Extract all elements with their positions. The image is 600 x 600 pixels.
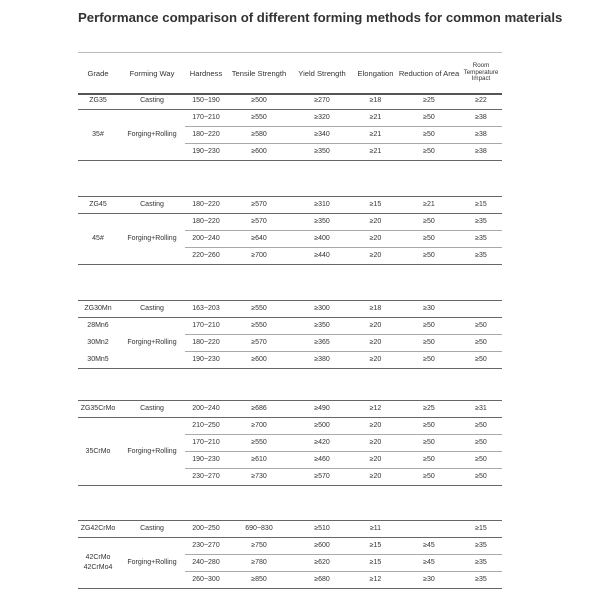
cell-yield-strength: ≥570 — [314, 473, 330, 480]
cell-reduction-of-area: ≥25 — [423, 97, 435, 104]
forged-grade: 28Mn6 — [87, 322, 109, 329]
row-divider — [185, 143, 502, 144]
row-divider — [185, 351, 502, 352]
cell-hardness: 260~300 — [192, 576, 220, 583]
cell-hardness: 240~280 — [192, 559, 220, 566]
forged-grade: 30Mn2 — [87, 339, 109, 346]
page-title: Performance comparison of different forming methods for common materials — [78, 10, 563, 25]
table-row — [185, 213, 502, 230]
cell-yield-strength: ≥350 — [314, 218, 330, 225]
cell-impact: ≥35 — [475, 218, 487, 225]
cell-impact: ≥50 — [475, 322, 487, 329]
cell-reduction-of-area: ≥50 — [423, 339, 435, 346]
cell-impact: ≥50 — [475, 439, 487, 446]
row-divider — [78, 213, 502, 214]
cell-yield-strength: ≥680 — [314, 576, 330, 583]
row-divider — [78, 485, 502, 486]
cell-yield-strength: ≥380 — [314, 356, 330, 363]
row-divider — [78, 196, 502, 197]
cell-tensile-strength: ≥780 — [251, 559, 267, 566]
cell-elongation: ≥20 — [369, 422, 382, 429]
cell-hardness: 180~220 — [192, 218, 220, 225]
cell-elongation: ≥21 — [369, 148, 382, 155]
cell-hardness: 190~230 — [192, 356, 220, 363]
cell-elongation: ≥20 — [369, 252, 382, 259]
cell-elongation: ≥18 — [369, 305, 382, 312]
cell-tensile-strength: ≥640 — [251, 235, 267, 242]
table-row — [185, 468, 502, 485]
cell-yield-strength: ≥340 — [314, 131, 330, 138]
cell-elongation: ≥12 — [369, 405, 382, 412]
cell-elongation: ≥20 — [369, 235, 382, 242]
casting-grade: ZG42CrMo — [80, 525, 116, 532]
row-divider — [78, 537, 502, 538]
cell-yield-strength: ≥440 — [314, 252, 330, 259]
table-row — [185, 451, 502, 468]
cell-tensile-strength: ≥686 — [251, 405, 267, 412]
table-row — [185, 417, 502, 434]
cell-elongation: ≥20 — [369, 456, 382, 463]
table-row — [185, 317, 502, 334]
cell-hardness: 210~250 — [192, 422, 220, 429]
casting-way: Casting — [140, 525, 164, 532]
cell-yield-strength: ≥490 — [314, 405, 330, 412]
header-hardness: Hardness — [189, 68, 223, 78]
forged-grade: 35# — [92, 131, 104, 138]
cell-tensile-strength: ≥550 — [251, 114, 267, 121]
row-divider — [185, 126, 502, 127]
header-impact-line-1: Room — [472, 62, 490, 70]
forged-grades — [78, 417, 118, 485]
cell-elongation: ≥21 — [369, 114, 382, 121]
forged-grades — [78, 537, 118, 588]
cell-impact: ≥35 — [475, 559, 487, 566]
cell-hardness: 180~220 — [192, 339, 220, 346]
cell-elongation: ≥20 — [369, 218, 382, 225]
header-reduction-of-area: Reduction of Area — [398, 68, 460, 78]
cell-elongation: ≥15 — [369, 559, 382, 566]
cell-impact: ≥35 — [475, 576, 487, 583]
cell-reduction-of-area: ≥30 — [423, 305, 435, 312]
cell-reduction-of-area: ≥30 — [423, 576, 435, 583]
cell-yield-strength: ≥510 — [314, 525, 330, 532]
casting-grade: ZG35 — [89, 97, 107, 104]
cell-impact: ≥35 — [475, 252, 487, 259]
cell-hardness: 200~240 — [192, 235, 220, 242]
forged-grades — [78, 317, 118, 368]
cell-impact — [460, 300, 502, 317]
forged-way: Forging+Rolling — [127, 559, 177, 566]
cell-impact: ≥50 — [475, 422, 487, 429]
material-block — [78, 196, 502, 264]
cell-yield-strength: ≥500 — [314, 422, 330, 429]
cell-impact: ≥22 — [475, 97, 487, 104]
cell-yield-strength: ≥460 — [314, 456, 330, 463]
cell-elongation: ≥20 — [369, 473, 382, 480]
cell-reduction-of-area: ≥50 — [423, 322, 435, 329]
cell-impact: ≥50 — [475, 473, 487, 480]
row-divider — [78, 300, 502, 301]
cell-impact: ≥38 — [475, 148, 487, 155]
forged-grades — [78, 213, 118, 264]
casting-grade: ZG35CrMo — [80, 405, 116, 412]
material-block — [78, 520, 502, 588]
cell-reduction-of-area: ≥50 — [423, 148, 435, 155]
cell-tensile-strength: ≥730 — [251, 473, 267, 480]
cell-hardness: 200~240 — [192, 405, 220, 412]
cell-reduction-of-area: ≥45 — [423, 559, 435, 566]
row-divider — [185, 247, 502, 248]
table-row — [185, 126, 502, 143]
cell-impact: ≥31 — [475, 405, 487, 412]
row-divider — [185, 451, 502, 452]
cell-reduction-of-area: ≥50 — [423, 356, 435, 363]
cell-impact: ≥50 — [475, 456, 487, 463]
cell-yield-strength: ≥300 — [314, 305, 330, 312]
cell-tensile-strength: ≥600 — [251, 356, 267, 363]
cell-hardness: 230~270 — [192, 473, 220, 480]
cell-reduction-of-area: ≥21 — [423, 201, 435, 208]
forged-grade: 35CrMo — [85, 447, 111, 455]
header-yield-strength: Yield Strength — [298, 68, 346, 78]
header-impact-line-2: Temperature — [463, 68, 499, 76]
cell-tensile-strength: ≥500 — [251, 97, 267, 104]
cell-elongation: ≥20 — [369, 356, 382, 363]
row-divider — [78, 588, 502, 589]
cell-tensile-strength: ≥580 — [251, 131, 267, 138]
cell-hardness: 190~230 — [192, 148, 220, 155]
row-divider — [185, 554, 502, 555]
row-divider — [78, 368, 502, 369]
cell-yield-strength: ≥400 — [314, 235, 330, 242]
table-row — [185, 434, 502, 451]
row-divider — [78, 317, 502, 318]
cell-elongation: ≥20 — [369, 339, 382, 346]
row-divider — [185, 468, 502, 469]
cell-tensile-strength: ≥550 — [251, 439, 267, 446]
row-divider — [78, 264, 502, 265]
cell-elongation: ≥15 — [369, 201, 382, 208]
cell-hardness: 200~250 — [192, 525, 220, 532]
table-row — [185, 400, 502, 417]
cell-elongation: ≥11 — [369, 525, 382, 532]
cell-impact: ≥35 — [475, 235, 487, 242]
casting-grade: ZG45 — [89, 201, 107, 208]
table-row — [185, 196, 502, 213]
cell-hardness: 230~270 — [192, 542, 220, 549]
table-row — [185, 109, 502, 126]
cell-tensile-strength: ≥600 — [251, 148, 267, 155]
cell-hardness: 180~220 — [192, 131, 220, 138]
table-row — [185, 334, 502, 351]
row-divider — [78, 160, 502, 161]
cell-reduction-of-area: ≥50 — [423, 456, 435, 463]
header-room-temperature-impact — [460, 53, 502, 93]
cell-impact: ≥50 — [475, 339, 487, 346]
cell-impact: ≥38 — [475, 114, 487, 121]
header-impact-line-3: Impact — [471, 75, 491, 83]
forged-way: Forging+Rolling — [127, 131, 177, 138]
cell-reduction-of-area — [398, 520, 460, 537]
cell-impact: ≥50 — [475, 356, 487, 363]
cell-elongation: ≥21 — [369, 131, 382, 138]
cell-tensile-strength: ≥850 — [251, 576, 267, 583]
table-row — [185, 247, 502, 264]
cell-hardness: 170~210 — [192, 439, 220, 446]
casting-grade: ZG30Mn — [84, 305, 112, 312]
cell-tensile-strength: ≥570 — [251, 201, 267, 208]
cell-elongation: ≥20 — [369, 439, 382, 446]
material-block — [78, 92, 502, 160]
row-divider — [78, 417, 502, 418]
cell-hardness: 190~230 — [192, 456, 220, 463]
cell-elongation: ≥18 — [369, 97, 382, 104]
header-grade: Grade — [87, 68, 109, 78]
cell-reduction-of-area: ≥50 — [423, 439, 435, 446]
cell-tensile-strength: ≥700 — [251, 252, 267, 259]
forged-way: Forging+Rolling — [127, 339, 177, 346]
table-row — [185, 92, 502, 109]
row-divider — [185, 571, 502, 572]
cell-yield-strength: ≥320 — [314, 114, 330, 121]
cell-tensile-strength: ≥550 — [251, 322, 267, 329]
table-row — [185, 351, 502, 368]
casting-way: Casting — [140, 97, 164, 104]
cell-tensile-strength: ≥610 — [251, 456, 267, 463]
cell-yield-strength: ≥310 — [314, 201, 330, 208]
table-row — [185, 230, 502, 247]
cell-tensile-strength: ≥550 — [251, 305, 267, 312]
row-divider — [78, 400, 502, 401]
cell-impact: ≥35 — [475, 542, 487, 549]
cell-reduction-of-area: ≥50 — [423, 235, 435, 242]
cell-tensile-strength: ≥570 — [251, 339, 267, 346]
cell-hardness: 170~210 — [192, 322, 220, 329]
cell-tensile-strength: 690~830 — [245, 525, 273, 532]
cell-reduction-of-area: ≥50 — [423, 473, 435, 480]
material-block — [78, 400, 502, 485]
forged-grade: 45# — [92, 235, 104, 242]
row-divider — [185, 230, 502, 231]
cell-impact: ≥15 — [475, 525, 487, 532]
row-divider — [78, 109, 502, 110]
row-divider — [185, 334, 502, 335]
header-elongation: Elongation — [357, 68, 394, 78]
cell-tensile-strength: ≥570 — [251, 218, 267, 225]
cell-reduction-of-area: ≥45 — [423, 542, 435, 549]
cell-tensile-strength: ≥750 — [251, 542, 267, 549]
casting-way: Casting — [140, 305, 164, 312]
casting-way: Casting — [140, 405, 164, 412]
table-row — [185, 520, 502, 537]
cell-impact: ≥15 — [475, 201, 487, 208]
cell-yield-strength: ≥620 — [314, 559, 330, 566]
cell-hardness: 150~190 — [192, 97, 220, 104]
cell-yield-strength: ≥350 — [314, 148, 330, 155]
table-row — [185, 300, 502, 317]
cell-hardness: 163~203 — [192, 305, 220, 312]
cell-elongation: ≥15 — [369, 542, 382, 549]
header-tensile-strength: Tensile Strength — [231, 68, 287, 78]
forged-grades — [78, 109, 118, 160]
cell-elongation: ≥12 — [369, 576, 382, 583]
table-header — [78, 52, 502, 95]
forged-grade: 42CrMo4 — [83, 564, 113, 571]
cell-reduction-of-area: ≥25 — [423, 405, 435, 412]
cell-yield-strength: ≥365 — [314, 339, 330, 346]
cell-yield-strength: ≥270 — [314, 97, 330, 104]
cell-elongation: ≥20 — [369, 322, 382, 329]
forged-way: Forging+Rolling — [127, 235, 177, 242]
casting-way: Casting — [140, 201, 164, 208]
cell-tensile-strength: ≥700 — [251, 422, 267, 429]
forged-way: Forging+Rolling — [127, 447, 177, 455]
material-block — [78, 300, 502, 368]
cell-reduction-of-area: ≥50 — [423, 422, 435, 429]
forged-grade: 30Mn5 — [87, 356, 109, 363]
forged-grade: 42CrMo — [85, 554, 111, 561]
row-divider — [185, 434, 502, 435]
cell-hardness: 170~210 — [192, 114, 220, 121]
cell-reduction-of-area: ≥50 — [423, 114, 435, 121]
cell-hardness: 180~220 — [192, 201, 220, 208]
table-row — [185, 143, 502, 160]
cell-reduction-of-area: ≥50 — [423, 218, 435, 225]
cell-reduction-of-area: ≥50 — [423, 252, 435, 259]
row-divider — [78, 520, 502, 521]
cell-yield-strength: ≥600 — [314, 542, 330, 549]
table-row — [185, 554, 502, 571]
table-row — [185, 571, 502, 588]
cell-impact: ≥38 — [475, 131, 487, 138]
table-row — [185, 537, 502, 554]
header-forming-way: Forming Way — [129, 68, 175, 78]
cell-reduction-of-area: ≥50 — [423, 131, 435, 138]
cell-yield-strength: ≥420 — [314, 439, 330, 446]
cell-hardness: 220~260 — [192, 252, 220, 259]
cell-yield-strength: ≥350 — [314, 322, 330, 329]
